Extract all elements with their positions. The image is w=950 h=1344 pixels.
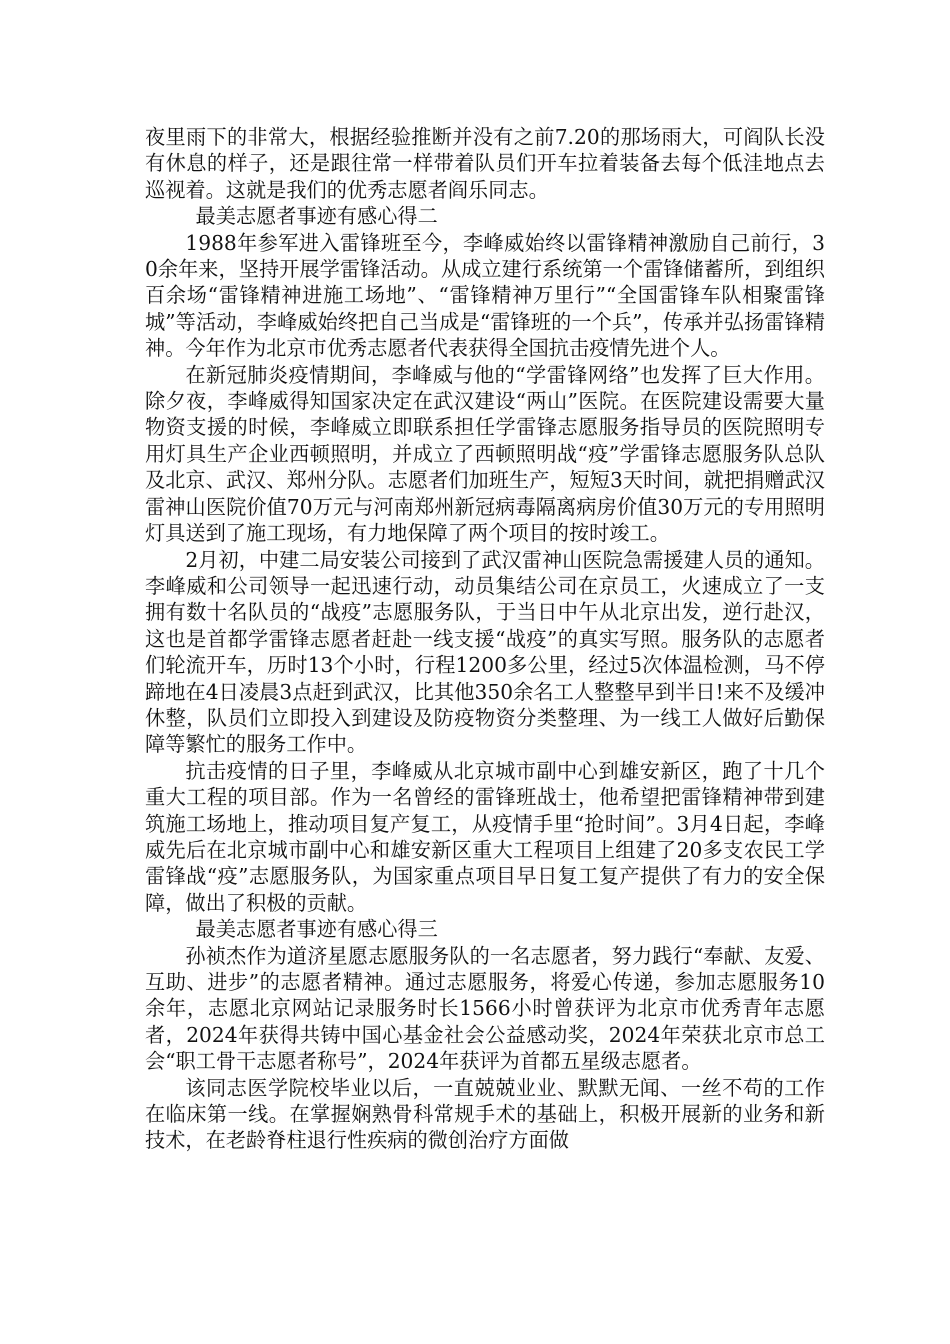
section-heading: 最美志愿者事迹有感心得二 bbox=[195, 204, 438, 229]
paragraph: 孙祯杰作为道济星愿志愿服务队的一名志愿者，努力践行“奉献、友爱、互助、进步”的志愿者精神。通过志愿服务，将爱心传递，参加志愿服务10余年，志愿北京网站记录服务时长1566小时曾获评为北京市优秀青年志愿者，2024年获得共铸中国心基金社会公益感动奖，2024年荣获北京市总工会“职工骨干志愿者称号”，2024年获评为首都五星级志愿者。 bbox=[145, 943, 825, 1074]
section-heading: 最美志愿者事迹有感心得三 bbox=[195, 917, 438, 942]
paragraph: 该同志医学院校毕业以后，一直兢兢业业、默默无闻、一丝不苟的工作在临床第一线。在掌握娴熟骨科常规手术的基础上，积极开展新的业务和新技术，在老龄脊柱退行性疾病的微创治疗方面做 bbox=[145, 1075, 825, 1153]
paragraph: 在新冠肺炎疫情期间，李峰威与他的“学雷锋网络”也发挥了巨大作用。除夕夜，李峰威得知国家决定在武汉建设“两山”医院。在医院建设需要大量物资支援的时候，李峰威立即联系担任学雷锋志愿服务指导员的医院照明专用灯具生产企业西顿照明，并成立了西顿照明战“疫”学雷锋志愿服务队总队及北京、武汉、郑州分队。志愿者们加班生产，短短3天时间，就把捐赠武汉雷神山医院价值70万元与河南郑州新冠病毒隔离病房价值30万元的专用照明灯具送到了施工现场，有力地保障了两个项目的按时竣工。 bbox=[145, 362, 825, 546]
document-body bbox=[145, 124, 825, 1154]
paragraph: 抗击疫情的日子里，李峰威从北京城市副中心到雄安新区，跑了十几个重大工程的项目部。作为一名曾经的雷锋班战士，他希望把雷锋精神带到建筑施工场地上，推动项目复产复工，从疫情手里“抢时间”。3月4日起，李峰威先后在北京城市副中心和雄安新区重大工程项目上组建了20多支农民工学雷锋战“疫”志愿服务队，为国家重点项目早日复工复产提供了有力的安全保障，做出了积极的贡献。 bbox=[145, 758, 825, 915]
paragraph: 1988年参军进入雷锋班至今，李峰威始终以雷锋精神激励自己前行，30余年来，坚持开展学雷锋活动。从成立建行系统第一个雷锋储蓄所，到组织百余场“雷锋精神进施工场地”、“雷锋精神万里行”“全国雷锋车队相聚雷锋城”等活动，李峰威始终把自己当成是“雷锋班的一个兵”，传承并弘扬雷锋精神。今年作为北京市优秀志愿者代表获得全国抗击疫情先进个人。 bbox=[145, 230, 825, 361]
paragraph: 夜里雨下的非常大，根据经验推断并没有之前7.20的那场雨大，可阎队长没有休息的样子，还是跟往常一样带着队员们开车拉着装备去每个低洼地点去巡视着。这就是我们的优秀志愿者阎乐同志。 bbox=[145, 125, 825, 202]
paragraph: 2月初，中建二局安装公司接到了武汉雷神山医院急需援建人员的通知。李峰威和公司领导一起迅速行动，动员集结公司在京员工，火速成立了一支拥有数十名队员的“战疫”志愿服务队，于当日中午从北京出发，逆行赴汉，这也是首都学雷锋志愿者赶赴一线支援“战疫”的真实写照。服务队的志愿者们轮流开车，历时13个小时，行程1200多公里，经过5次体温检测，马不停蹄地在4日凌晨3点赶到武汉，比其他350余名工人整整早到半日!来不及缓冲休整，队员们立即投入到建设及防疫物资分类整理、为一线工人做好后勤保障等繁忙的服务工作中。 bbox=[145, 547, 825, 757]
